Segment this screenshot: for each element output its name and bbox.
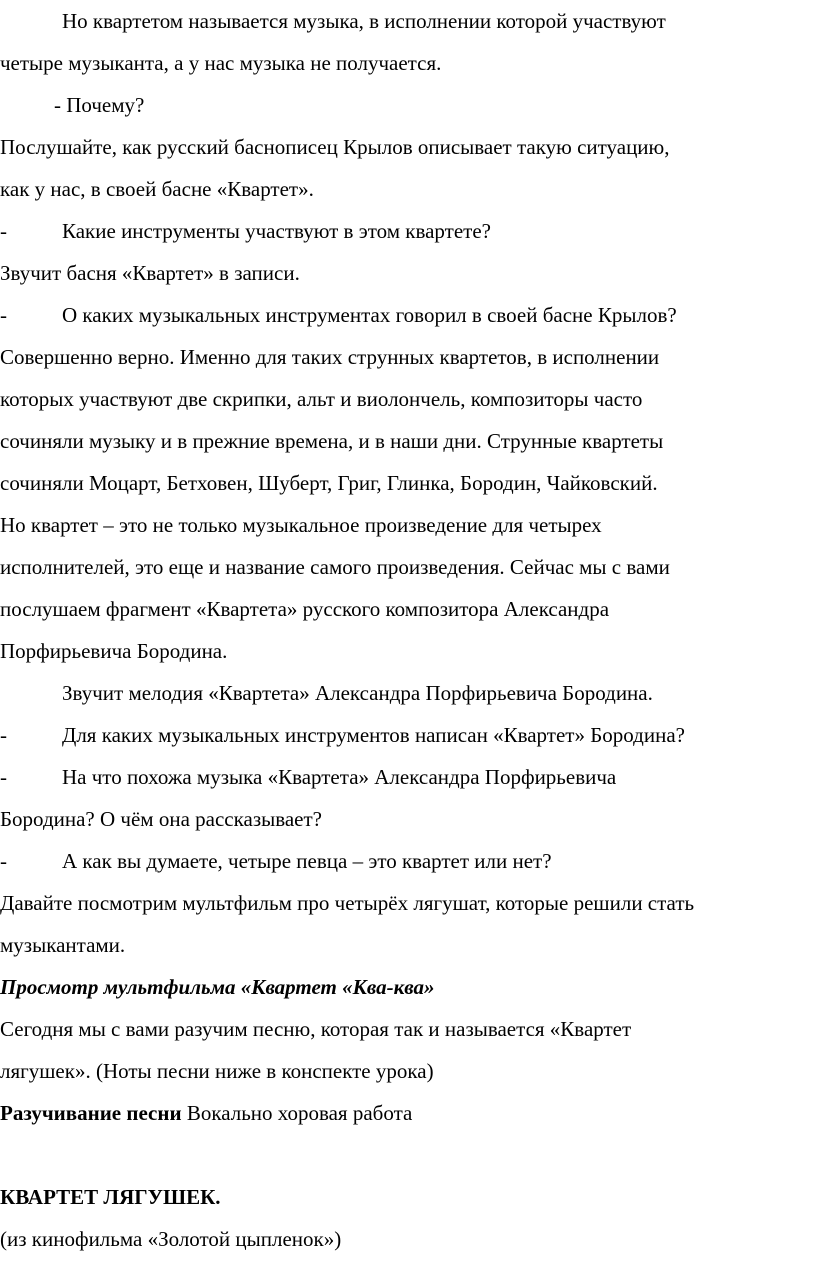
paragraph-7-line-2: музыкантами.: [0, 933, 126, 957]
paragraph-9-line-1: Сегодня мы с вами разучим песню, которая так и называется «Квартет: [0, 1017, 632, 1041]
question-5: [0, 840, 552, 882]
list-dash: -: [0, 219, 7, 243]
question-2-text: О каких музыкальных инструментах говорил в своей басне Крылов?: [62, 303, 677, 327]
paragraph-5-line-6: исполнителей, это еще и название самого произведения. Сейчас мы с вами: [0, 555, 670, 579]
paragraph-9-line-2: лягушек». (Ноты песни ниже в конспекте урока): [0, 1059, 434, 1083]
list-dash: -: [0, 849, 7, 873]
paragraph-4: Звучит басня «Квартет» в записи.: [0, 261, 300, 285]
paragraph-3-line-1: Послушайте, как русский баснописец Крылов описывает такую ситуацию,: [0, 135, 670, 159]
paragraph-5-line-8: Порфирьевича Бородина.: [0, 639, 228, 663]
song-title: КВАРТЕТ ЛЯГУШЕК.: [0, 1185, 221, 1209]
paragraph-5-line-7: послушаем фрагмент «Квартета» русского композитора Александра: [0, 597, 610, 621]
paragraph-5-line-5: Но квартет – это не только музыкальное произведение для четырех: [0, 513, 602, 537]
paragraph-1-line-2: четыре музыканта, а у нас музыка не получается.: [0, 51, 442, 75]
song-learning-line: [0, 1092, 412, 1134]
paragraph-7-line-1: Давайте посмотрим мультфильм про четырёх лягушат, которые решили стать: [0, 891, 695, 915]
question-4-text: На что похожа музыка «Квартета» Александра Порфирьевича: [62, 765, 617, 789]
paragraph-1-line-1: Но квартетом называется музыка, в исполнении которой участвуют: [62, 9, 666, 33]
paragraph-6: Звучит мелодия «Квартета» Александра Порфирьевича Бородина.: [62, 681, 653, 705]
paragraph-5-line-4: сочиняли Моцарт, Бетховен, Шуберт, Григ, Глинка, Бородин, Чайковский.: [0, 471, 658, 495]
question-why: - Почему?: [54, 93, 145, 117]
paragraph-3-line-2: как у нас, в своей басне «Квартет».: [0, 177, 314, 201]
song-learning-label: Разучивание песни: [0, 1101, 182, 1125]
question-5-text: А как вы думаете, четыре певца – это квартет или нет?: [62, 849, 552, 873]
list-dash: -: [0, 723, 7, 747]
question-1: [0, 210, 491, 252]
question-3: [0, 714, 685, 756]
question-1-text: Какие инструменты участвуют в этом квартете?: [62, 219, 491, 243]
song-learning-text: Вокально хоровая работа: [181, 1101, 413, 1125]
paragraph-5-line-2: которых участвуют две скрипки, альт и виолончель, композиторы часто: [0, 387, 643, 411]
list-dash: -: [0, 765, 7, 789]
paragraph-5-line-3: сочиняли музыку и в прежние времена, и в наши дни. Струнные квартеты: [0, 429, 664, 453]
cartoon-viewing-heading: Просмотр мультфильма «Квартет «Ква-ква»: [0, 975, 435, 999]
question-3-text: Для каких музыкальных инструментов написан «Квартет» Бородина?: [62, 723, 685, 747]
question-4: [0, 756, 616, 798]
question-4-line-2: Бородина? О чём она рассказывает?: [0, 807, 323, 831]
list-dash: -: [0, 303, 7, 327]
paragraph-5-line-1: Совершенно верно. Именно для таких струнных квартетов, в исполнении: [0, 345, 660, 369]
song-source: (из кинофильма «Золотой цыпленок»): [0, 1227, 342, 1251]
question-2: [0, 294, 677, 336]
